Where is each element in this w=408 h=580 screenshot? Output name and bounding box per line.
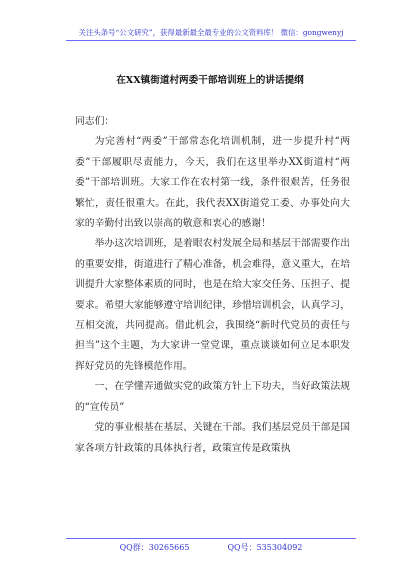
paragraph: 举办这次培训班，是着眼农村发展全局和基层干部需要作出的重要安排，街道进行了精心准备，机会难得，意义重大，在培训提升大家整体素质的同时，也是在给大家交任务、压担子、提要求。希望大家能够遵守培训纪律，珍惜培训机会，认真学习，互相交流，共同提高。借此机会，我围绕“新时代党员的责任与担当”这个主题，为大家讲一堂党课，重点谈谈如何立足本职发挥好党员的先锋模范作用。	[75, 238, 350, 372]
paragraph: 为完善村“两委”干部常态化培训机制，进一步提升村“两委”干部履职尽责能力，今天，我们在这里举办XX街道村“两委”干部培训班。大家工作在农村第一线，条件很艰苦，任务很繁忙，责任很重大。在此，我代表XX街道党工委、办事处向大家的辛勤付出致以崇高的敬意和衷心的感谢！	[75, 136, 350, 230]
header-banner: 关注头条号“公文研究”，获得最新最全最专业的公文资料库！ 微信：gongwenyj	[78, 28, 344, 37]
footer-qq-number: QQ号：535304092	[227, 543, 303, 552]
document-body	[75, 112, 350, 459]
header-divider	[66, 40, 356, 41]
footer-qq-group: QQ群：30265665	[119, 543, 190, 552]
paragraph: 党的事业根基在基层、关键在干部。我们基层党员干部是国家各项方针政策的具体执行者，政策宣传是政策执	[75, 422, 350, 454]
document-title: 在XX镇街道村两委干部培训班上的讲话提纲	[116, 75, 304, 86]
salutation: 同志们：	[75, 116, 115, 127]
section-heading: 一、在学懂弄通做实党的政策方针上下功夫，当好政策法规的“宣传员”	[75, 381, 350, 413]
footer-bar	[66, 538, 356, 553]
